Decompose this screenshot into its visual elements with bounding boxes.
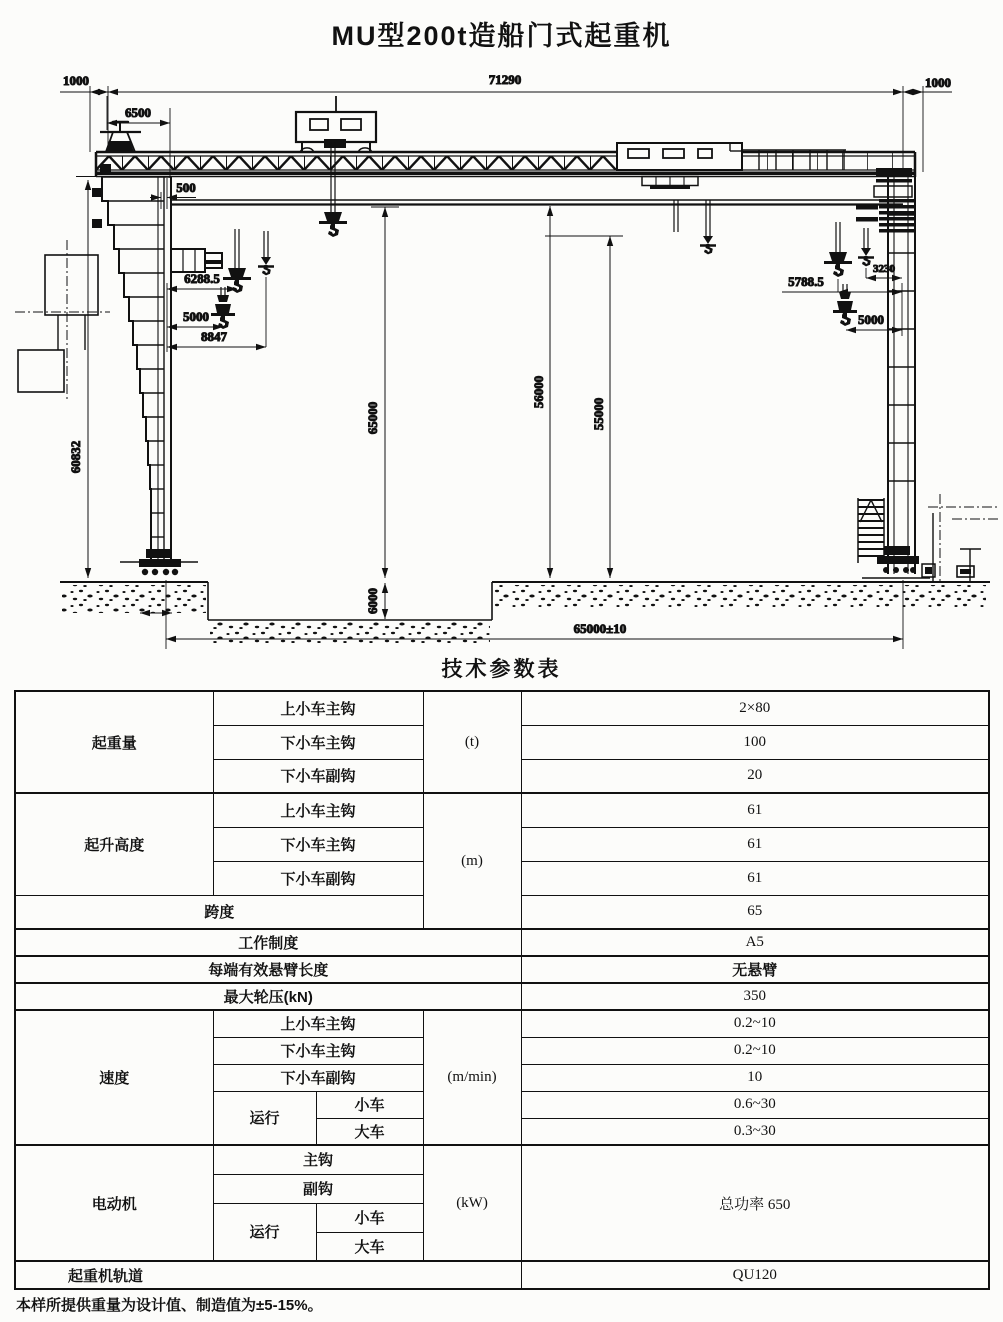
dim-hook-left-1: 6288.5 [184, 271, 220, 286]
sub-label: 下小车主钩 [213, 725, 423, 759]
left-leg-bogie [120, 549, 198, 575]
row-label: 工作制度 [15, 929, 521, 956]
trolley-window [310, 119, 328, 130]
dim-pit-depth: 6000 [365, 588, 380, 614]
value-cell: 65 [521, 895, 989, 929]
dim-gap: 500 [176, 180, 196, 195]
hook-icon [319, 212, 347, 237]
right-leg-bogie [862, 546, 930, 578]
hook-icon [258, 257, 274, 275]
ground-and-pit [60, 580, 990, 649]
sub-label: 下小车副钩 [213, 861, 423, 895]
sub-label: 副钩 [213, 1174, 423, 1203]
sub-label: 主钩 [213, 1145, 423, 1174]
value-cell: A5 [521, 929, 989, 956]
sub-label: 上小车主钩 [213, 793, 423, 827]
sub-label: 下小车副钩 [213, 1064, 423, 1091]
sub-label: 运行 [213, 1203, 316, 1261]
row-label: 最大轮压(kN) [15, 983, 521, 1010]
dim-hook-right-1: 5788.5 [788, 274, 824, 289]
leg-ladder [858, 498, 884, 563]
leg-bracket [171, 249, 205, 272]
hook-icon [824, 252, 852, 277]
row-label: 起重机轨道 [15, 1261, 521, 1289]
value-cell: 0.2~10 [521, 1010, 989, 1037]
hook-icon [833, 292, 857, 326]
dim-height-main: 65000 [365, 401, 380, 435]
sub-label: 上小车主钩 [213, 1010, 423, 1037]
dim-overhang-left: 1000 [63, 73, 89, 88]
sub-label: 小车 [316, 1091, 423, 1118]
group-label: 起重量 [15, 691, 213, 793]
dim-height-leg: 60832 [68, 440, 83, 474]
height-dimensions [365, 206, 623, 619]
value-cell: 61 [521, 793, 989, 827]
group-label: 电动机 [15, 1145, 213, 1261]
dim-hook-left-2: 5000 [183, 309, 209, 324]
value-cell: 总功率 650 [521, 1145, 989, 1261]
dim-hook-left-3: 8847 [201, 329, 227, 344]
value-cell: 0.2~10 [521, 1037, 989, 1064]
unit-cell: (m/min) [423, 1010, 521, 1145]
unit-cell: (t) [423, 691, 521, 793]
value-cell: QU120 [521, 1261, 989, 1289]
hook-icon [700, 236, 716, 254]
dim-span-bottom: 65000±10 [573, 621, 627, 636]
sub-label: 大车 [316, 1118, 423, 1145]
lower-runway-girder [150, 178, 903, 209]
right-yard-structure [928, 494, 999, 581]
dim-height-right: 55000 [591, 397, 606, 431]
machine-house [617, 143, 742, 189]
value-cell: 0.6~30 [521, 1091, 989, 1118]
sub-label: 下小车主钩 [213, 1037, 423, 1064]
end-stop-trolley [100, 122, 141, 152]
value-cell: 61 [521, 861, 989, 895]
hoisting-hooks [211, 142, 1003, 463]
crane-elevation-drawing [0, 0, 1003, 652]
table-title: 技术参数表 [441, 658, 562, 681]
unit-cell: (kW) [423, 1145, 521, 1261]
row-label: 每端有效悬臂长度 [15, 956, 521, 983]
value-cell: 61 [521, 827, 989, 861]
row-label: 跨度 [15, 895, 423, 929]
sub-label: 上小车主钩 [213, 691, 423, 725]
sub-label: 运行 [213, 1091, 316, 1145]
dim-overhang-right: 1000 [925, 75, 951, 90]
value-cell: 10 [521, 1064, 989, 1091]
spec-table [14, 690, 990, 1290]
hook-icon [858, 248, 874, 266]
sub-label: 小车 [316, 1203, 423, 1232]
left-dock-structure [15, 240, 110, 400]
dim-hook-right-3: 5000 [858, 312, 884, 327]
sub-label: 下小车主钩 [213, 827, 423, 861]
page-title: MU型200t造船门式起重机 [331, 21, 672, 51]
value-cell: 0.3~30 [521, 1118, 989, 1145]
hook-icon [211, 295, 235, 329]
left-leg [92, 177, 222, 613]
value-cell: 350 [521, 983, 989, 1010]
dim-height-mid: 56000 [531, 375, 546, 409]
value-cell: 20 [521, 759, 989, 793]
sub-label: 大车 [316, 1232, 423, 1261]
upper-trolley [296, 96, 376, 152]
dim-hook-right-2: 3230 [873, 264, 895, 275]
value-cell: 100 [521, 725, 989, 759]
group-label: 速度 [15, 1010, 213, 1145]
sub-label: 下小车副钩 [213, 759, 423, 793]
dim-upper-trolley: 6500 [125, 105, 151, 120]
value-cell: 无悬臂 [521, 956, 989, 983]
trolley-window [341, 119, 361, 130]
footnote: 本样所提供重量为设计值、制造值为±5-15%。 [16, 1297, 323, 1314]
group-label: 起升高度 [15, 793, 213, 895]
value-cell: 2×80 [521, 691, 989, 725]
dim-total-length: 71290 [488, 72, 522, 87]
main-girder-truss [96, 152, 915, 177]
unit-cell: (m) [423, 793, 521, 929]
